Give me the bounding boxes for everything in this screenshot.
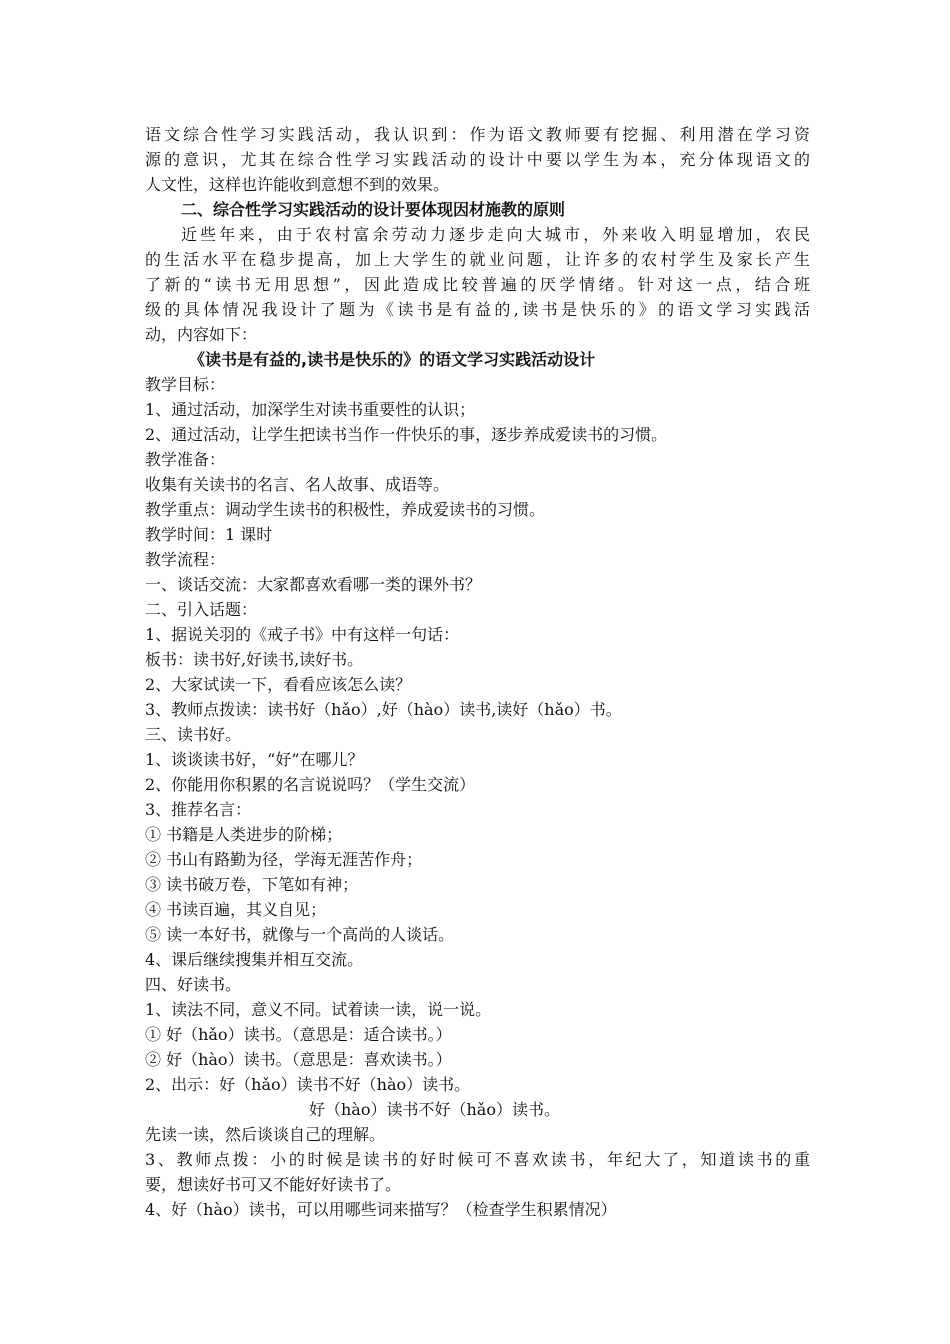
text-line: 3、推荐名言： [145,800,252,819]
text-line: ② 书山有路勤为径，学海无涯苦作舟； [145,850,423,869]
text-line-offset: 好（hào）读书不好（hǎo）读书。 [309,1100,560,1119]
text-line: 1、谈谈读书好，“好”在哪儿？ [145,750,364,769]
text-line: ① 好（hǎo）读书。（意思是：适合读书。） [145,1025,452,1044]
paragraph-line: 人文性，这样也许能收到意想不到的效果。 [145,175,450,194]
text-line: ① 书籍是人类进步的阶梯； [145,825,343,844]
text-line: 教学准备： [145,450,226,469]
text-line: 2、大家试读一下，看看应该怎么读？ [145,675,412,694]
text-line: ④ 书读百遍，其义自见； [145,900,327,919]
text-line: 3、教师点拨读：读书好（hǎo）,好（hào）读书,读好（hǎo）书。 [145,700,622,719]
text-line: 1、通过活动，加深学生对读书重要性的认识； [145,400,476,419]
text-line: ③ 读书破万卷，下笔如有神； [145,875,359,894]
text-line: ② 好（hào）读书。（意思是：喜欢读书。） [145,1050,452,1069]
paragraph-line: 3、教师点拨：小的时候是读书的好时候可不喜欢读书，年纪大了，知道读书的重 [145,1150,810,1169]
text-line: 1、据说关羽的《戒子书》中有这样一句话： [145,625,460,644]
paragraph-line: 近些年来，由于农村富余劳动力逐步走向大城市，外来收入明显增加，农民 [181,225,810,244]
paragraph-line: 要，想读好书可又不能好好读书了。 [145,1175,402,1194]
text-line: 二、引入话题： [145,600,258,619]
text-line: 先读一读，然后谈谈自己的理解。 [145,1125,386,1144]
document-page [145,122,810,1222]
design-title: 《读书是有益的,读书是快乐的》的语文学习实践活动设计 [189,350,596,369]
text-line: 教学时间：1 课时 [145,525,273,544]
section-heading: 二、综合性学习实践活动的设计要体现因材施教的原则 [181,200,566,219]
text-line: 1、读法不同，意义不同。试着读一读，说一说。 [145,1000,492,1019]
text-line: 三、读书好。 [145,725,242,744]
text-line: 四、好读书。 [145,975,242,994]
text-line: ⑤ 读一本好书，就像与一个高尚的人谈话。 [145,925,455,944]
paragraph-line: 语文综合性学习实践活动，我认识到：作为语文教师要有挖掘、利用潜在学习资 [145,125,810,144]
paragraph-line: 级的具体情况我设计了题为《读书是有益的,读书是快乐的》的语文学习实践活 [145,300,810,319]
text-line: 板书：读书好,好读书,读好书。 [145,650,364,669]
text-line: 4、课后继续搜集并相互交流。 [145,950,364,969]
text-line: 2、你能用你积累的名言说说吗？（学生交流） [145,775,476,794]
text-line: 收集有关读书的名言、名人故事、成语等。 [145,475,450,494]
paragraph-line: 的生活水平在稳步提高，加上大学生的就业问题，让许多的农村学生及家长产生 [145,250,810,269]
paragraph-line: 源的意识，尤其在综合性学习实践活动的设计中要以学生为本，充分体现语文的 [145,150,810,169]
text-line: 教学目标： [145,375,226,394]
text-line: 教学流程： [145,550,226,569]
text-line: 教学重点：调动学生读书的积极性，养成爱读书的习惯。 [145,500,546,519]
text-line: 2、通过活动，让学生把读书当作一件快乐的事，逐步养成爱读书的习惯。 [145,425,668,444]
paragraph-line: 了新的“读书无用思想”，因此造成比较普遍的厌学情绪。针对这一点，结合班 [145,275,810,294]
text-line: 2、出示：好（hǎo）读书不好（hào）读书。 [145,1075,471,1094]
text-line: 一、谈话交流：大家都喜欢看哪一类的课外书？ [145,575,482,594]
paragraph-line: 动，内容如下： [145,325,258,344]
text-line: 4、好（hào）读书，可以用哪些词来描写？（检查学生积累情况） [145,1200,617,1219]
